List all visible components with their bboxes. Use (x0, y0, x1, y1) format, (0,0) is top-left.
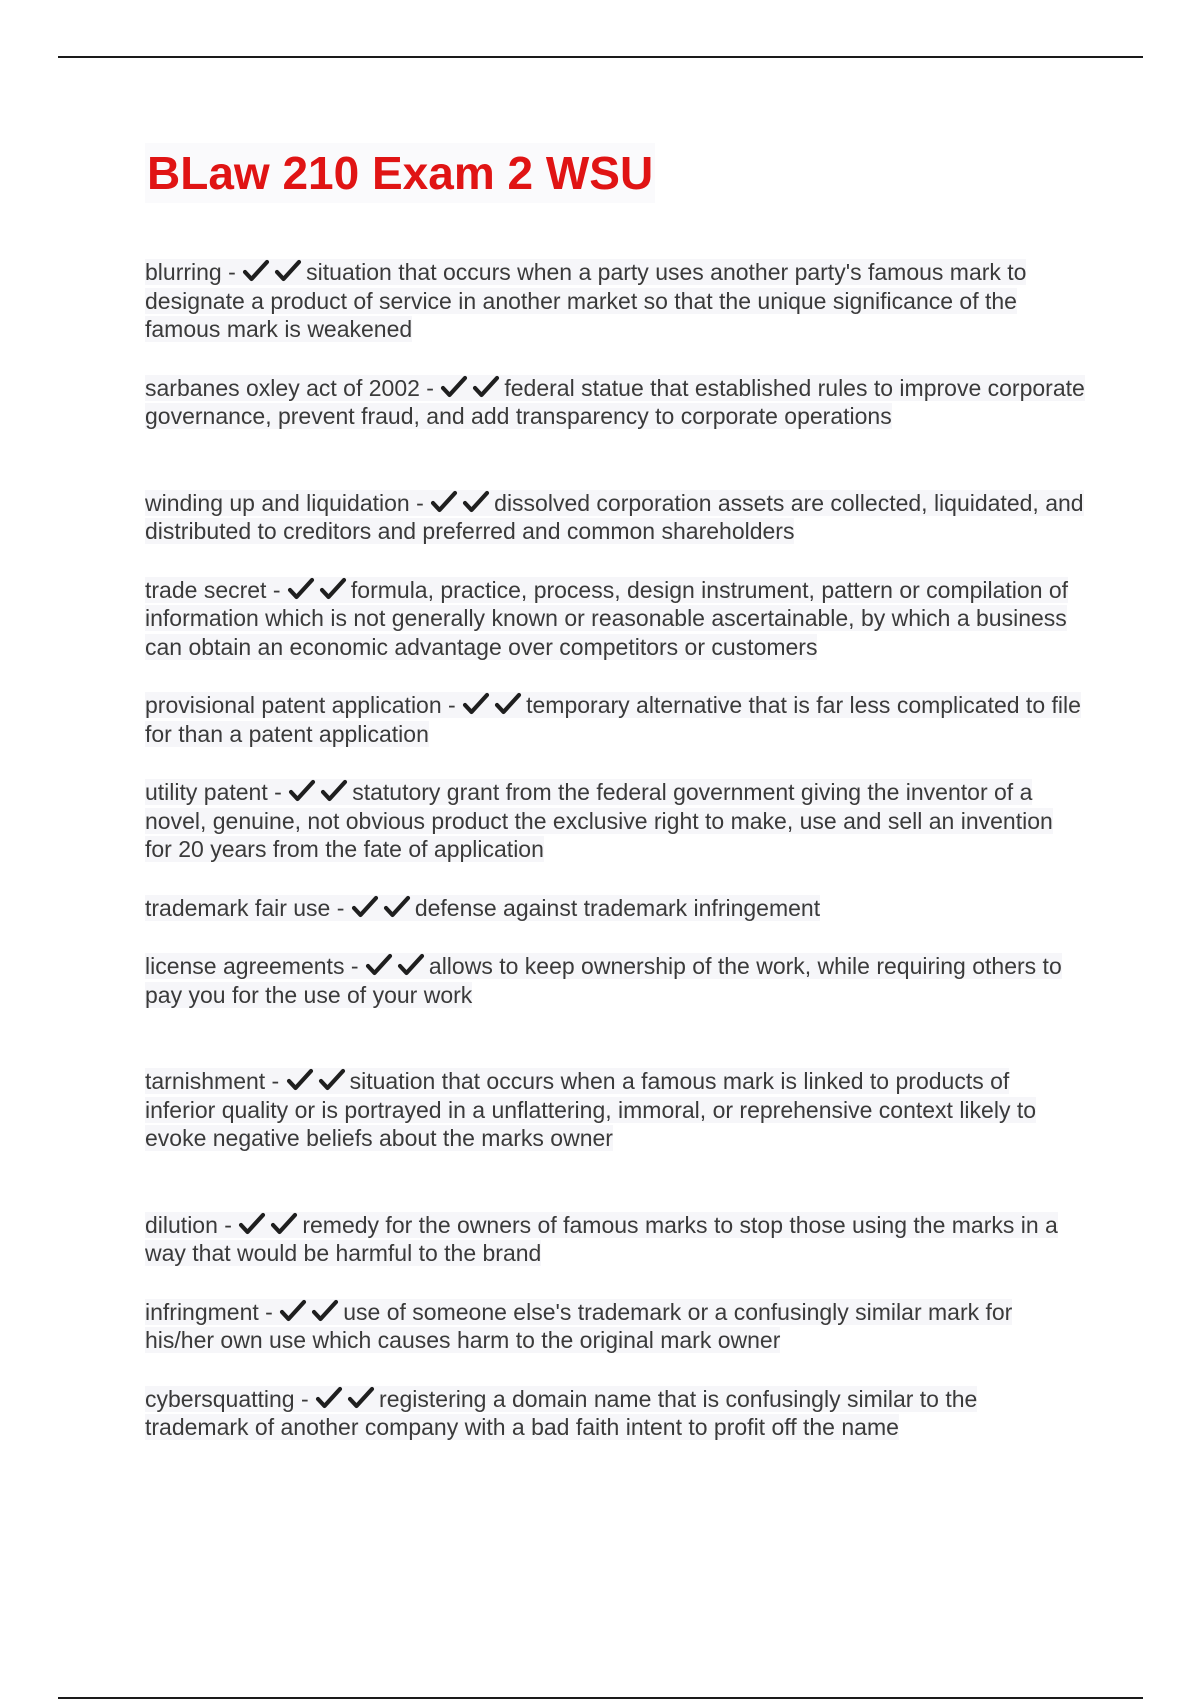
entry-separator: - (258, 1298, 280, 1325)
checkmark-icon (279, 1299, 307, 1323)
entry-definition: situation that occurs when a famous mark is linked to products of inferior quality or is portrayed in a unflattering, immoral, or reprehensive context likely to evoke negative beliefs about the marks owner (145, 1068, 1037, 1151)
entry-separator: - (266, 576, 287, 603)
entry-separator: - (441, 692, 463, 718)
entry-definition: allows to keep ownership of the work, while requiring others to pay you for the use of your work (145, 953, 1062, 1008)
checkmark-icon (288, 779, 316, 803)
entry-separator: - (221, 259, 243, 285)
entry-term: cybersquatting (145, 1385, 295, 1412)
checkmark-icon (383, 895, 411, 919)
flashcard-entry (145, 691, 1085, 748)
entry-term: blurring (145, 259, 222, 285)
checkmark-icon (270, 1212, 298, 1236)
entry-term: provisional patent application (145, 692, 442, 718)
entry-term: dilution (145, 1211, 218, 1238)
checkmark-icon (311, 1299, 339, 1323)
flashcard-entry (145, 1067, 1085, 1153)
top-rule (58, 56, 1143, 58)
flashcard-entry (145, 374, 1085, 431)
entry-text (145, 1212, 1058, 1267)
entry-text (145, 779, 1053, 862)
checkmark-icon (365, 953, 393, 977)
entry-text (145, 577, 1068, 660)
entry-definition: dissolved corporation assets are collected, liquidated, and distributed to creditors and preferred and common shareholders (145, 489, 1084, 544)
entry-separator: - (265, 1068, 286, 1094)
entry-text (145, 692, 1081, 747)
checkmark-icon (351, 895, 379, 919)
flashcard-entry (145, 576, 1085, 662)
flashcard-entry (145, 894, 1085, 923)
entry-definition: temporary alternative that is far less complicated to file for than a patent application (145, 692, 1081, 747)
entry-definition: situation that occurs when a party uses another party's famous mark to designate a product of service in another market so that the unique significance of the famous mark is weakened (145, 259, 1027, 342)
checkmark-icon (397, 953, 425, 977)
entry-term: sarbanes oxley act of 2002 (145, 374, 420, 401)
entry-text (145, 1068, 1036, 1151)
entry-term: infringment (145, 1298, 259, 1325)
entry-term: license agreements (145, 953, 345, 979)
entry-text (145, 953, 1062, 1008)
entry-term: tarnishment (145, 1068, 266, 1094)
flashcard-entry (145, 952, 1085, 1009)
checkmark-icon (462, 692, 490, 716)
entry-definition: remedy for the owners of famous marks to stop those using the marks in a way that would be harmful to the brand (145, 1211, 1058, 1266)
entry-separator: - (294, 1385, 316, 1412)
flashcard-entry (145, 1298, 1085, 1355)
entry-list (145, 258, 1085, 1442)
checkmark-icon (274, 259, 302, 283)
checkmark-icon (319, 577, 347, 601)
flashcard-entry (145, 1211, 1085, 1268)
entry-definition: statutory grant from the federal government giving the inventor of a novel, genuine, not obvious product the exclusive right to make, use and sell an invention for 20 years from the fate of application (145, 779, 1053, 862)
entry-definition: federal statue that established rules to improve corporate governance, prevent fraud, and add transparency to corporate operations (145, 374, 1085, 429)
entry-definition: defense against trademark infringement (414, 894, 821, 921)
checkmark-icon (315, 1386, 343, 1410)
checkmark-icon (238, 1212, 266, 1236)
entry-text (145, 490, 1084, 545)
checkmark-icon (430, 490, 458, 514)
entry-definition: formula, practice, process, design instrument, pattern or compilation of information which is not generally known or reasonable ascertainable, by which a business can obtain an economic advantage over competitors or customers (145, 576, 1069, 660)
entry-separator: - (217, 1211, 239, 1238)
entry-text (145, 375, 1085, 430)
entry-text (145, 1386, 977, 1441)
entry-text (145, 259, 1026, 342)
checkmark-icon (494, 692, 522, 716)
entry-separator: - (267, 779, 289, 805)
entry-term: winding up and liquidation (145, 489, 410, 516)
entry-definition: use of someone else's trademark or a confusingly similar mark for his/her own use which causes harm to the original mark owner (145, 1298, 1013, 1353)
flashcard-entry (145, 1385, 1085, 1442)
document-title: BLaw 210 Exam 2 WSU (145, 143, 655, 203)
entry-definition: registering a domain name that is confusingly similar to the trademark of another company with a bad faith intent to profit off the name (145, 1385, 978, 1440)
checkmark-icon (286, 1068, 314, 1092)
checkmark-icon (320, 779, 348, 803)
checkmark-icon (440, 375, 468, 399)
checkmark-icon (242, 259, 270, 283)
entry-separator: - (344, 953, 365, 979)
checkmark-icon (318, 1068, 346, 1092)
checkmark-icon (287, 577, 315, 601)
entry-separator: - (330, 894, 351, 921)
bottom-rule (58, 1697, 1143, 1699)
flashcard-entry (145, 489, 1085, 546)
entry-separator: - (419, 374, 441, 401)
checkmark-icon (462, 490, 490, 514)
entry-separator: - (409, 489, 431, 516)
checkmark-icon (347, 1386, 375, 1410)
entry-text (145, 1299, 1012, 1354)
entry-text (145, 895, 820, 921)
flashcard-entry (145, 258, 1085, 344)
checkmark-icon (472, 375, 500, 399)
entry-term: trade secret (145, 576, 267, 603)
entry-term: utility patent (145, 779, 268, 805)
entry-term: trademark fair use (145, 894, 331, 921)
flashcard-entry (145, 778, 1085, 864)
